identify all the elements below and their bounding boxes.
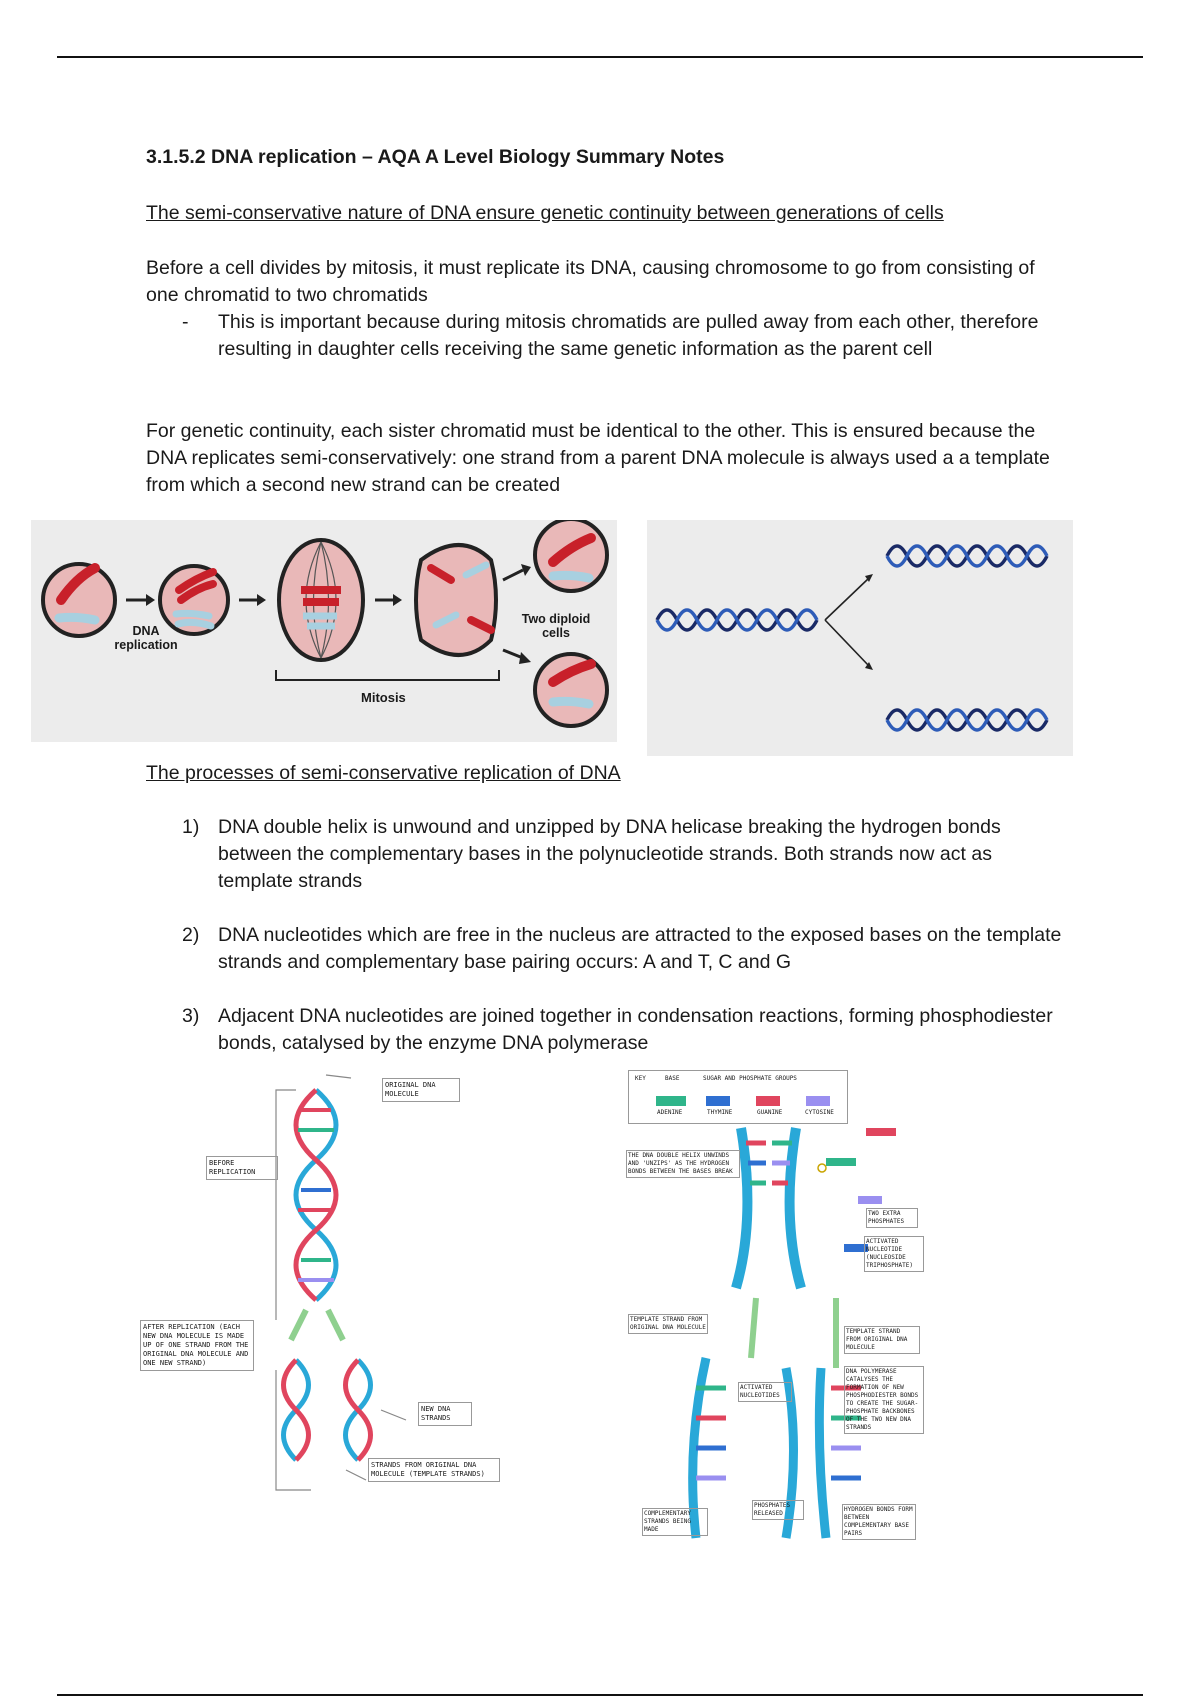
- label-hydrogen-bonds: HYDROGEN BONDS FORM BETWEEN COMPLEMENTARY BASE PAIRS: [842, 1504, 916, 1540]
- label-activated-nucleotides: ACTIVATED NUCLEOTIDES: [738, 1382, 792, 1402]
- key-thymine: THYMINE: [707, 1109, 733, 1116]
- list-item: [146, 814, 1066, 895]
- label-unwinds: THE DNA DOUBLE HELIX UNWINDS AND 'UNZIPS' AS THE HYDROGEN BONDS BETWEEN THE BASES BREAK: [626, 1150, 740, 1178]
- key-guanine: GUANINE: [757, 1109, 783, 1116]
- key-cytosine: CYTOSINE: [805, 1109, 834, 1116]
- key-adenine: ADENINE: [657, 1109, 683, 1116]
- label-dna-polymerase: DNA POLYMERASE CATALYSES THE FORMATION OF NEW PHOSPHODIESTER BONDS TO CREATE THE SUGAR-PHOSPHATE BACKBONES OF THE TWO NEW DNA STRANDS: [844, 1366, 924, 1434]
- key-sugar: SUGAR AND PHOSPHATE GROUPS: [703, 1075, 797, 1082]
- label-dna-replication: DNA replication: [114, 624, 178, 652]
- list-item: [146, 1003, 1066, 1057]
- label-after-replication: AFTER REPLICATION (EACH NEW DNA MOLECULE IS MADE UP OF ONE STRAND FROM THE ORIGINAL DNA MOLECULE AND ONE NEW STRAND): [140, 1320, 254, 1371]
- section1-para2: For genetic continuity, each sister chromatid must be identical to the other. This is ensured because the DNA replicates semi-conservatively: one strand from a parent DNA molecule is always used a a template from which a second new strand can be created: [146, 420, 1050, 496]
- replication-diagram: [136, 1070, 506, 1500]
- bullet-item: [146, 309, 1066, 363]
- bullet-text: This is important because during mitosis chromatids are pulled away from each other, therefore resulting in daughter cells receiving the same genetic information as the parent cell: [218, 311, 1039, 360]
- page-title: 3.1.5.2 DNA replication – AQA A Level Biology Summary Notes: [146, 146, 725, 168]
- label-mitosis: Mitosis: [361, 690, 406, 705]
- label-complementary-strands: COMPLEMENTARY STRANDS BEING MADE: [642, 1508, 708, 1536]
- section2-heading: The processes of semi-conservative replication of DNA: [146, 762, 621, 784]
- label-original-dna-molecule: ORIGINAL DNA MOLECULE: [382, 1078, 460, 1102]
- label-two-diploid-cells: Two diploid cells: [521, 612, 591, 640]
- label-two-extra-phosphates: TWO EXTRA PHOSPHATES: [866, 1208, 918, 1228]
- step-number: 3): [182, 1005, 200, 1027]
- key-base: BASE: [665, 1075, 680, 1082]
- helix-split-figure: [647, 520, 1073, 756]
- label-template-strands: STRANDS FROM ORIGINAL DNA MOLECULE (TEMPLATE STRANDS): [368, 1458, 500, 1482]
- step-text: DNA double helix is unwound and unzipped by DNA helicase breaking the hydrogen bonds between the complementary bases in the polynucleotide strands. Both strands now act as template strands: [218, 816, 1001, 892]
- step-number: 2): [182, 924, 200, 946]
- label-template-strand-right: TEMPLATE STRAND FROM ORIGINAL DNA MOLECULE: [844, 1326, 920, 1354]
- label-template-strand-left: TEMPLATE STRAND FROM ORIGINAL DNA MOLECULE: [628, 1314, 708, 1334]
- list-item: [146, 922, 1066, 976]
- polymerase-diagram: [626, 1068, 926, 1558]
- mitosis-figure: [31, 520, 617, 742]
- key-box: [628, 1070, 848, 1124]
- bullet-mark: -: [182, 311, 189, 333]
- step-text: Adjacent DNA nucleotides are joined together in condensation reactions, forming phosphodiester bonds, catalysed by the enzyme DNA polymerase: [218, 1005, 1053, 1054]
- label-phosphates-released: PHOSPHATES RELEASED: [752, 1500, 804, 1520]
- label-before-replication: BEFORE REPLICATION: [206, 1156, 278, 1180]
- section1-heading: The semi-conservative nature of DNA ensure genetic continuity between generations of cells: [146, 202, 944, 224]
- key-label: KEY: [635, 1075, 646, 1082]
- label-activated-nucleotide: ACTIVATED NUCLEOTIDE (NUCLEOSIDE TRIPHOSPHATE): [864, 1236, 924, 1272]
- step-text: DNA nucleotides which are free in the nucleus are attracted to the exposed bases on the template strands and complementary base pairing occurs: A and T, C and G: [218, 924, 1062, 973]
- bottom-rule: [57, 1694, 1143, 1696]
- label-new-dna-strands: NEW DNA STRANDS: [418, 1402, 472, 1426]
- section1-para1: Before a cell divides by mitosis, it must replicate its DNA, causing chromosome to go from consisting of one chromatid to two chromatids: [146, 257, 1035, 306]
- step-number: 1): [182, 816, 200, 838]
- top-rule: [57, 56, 1143, 58]
